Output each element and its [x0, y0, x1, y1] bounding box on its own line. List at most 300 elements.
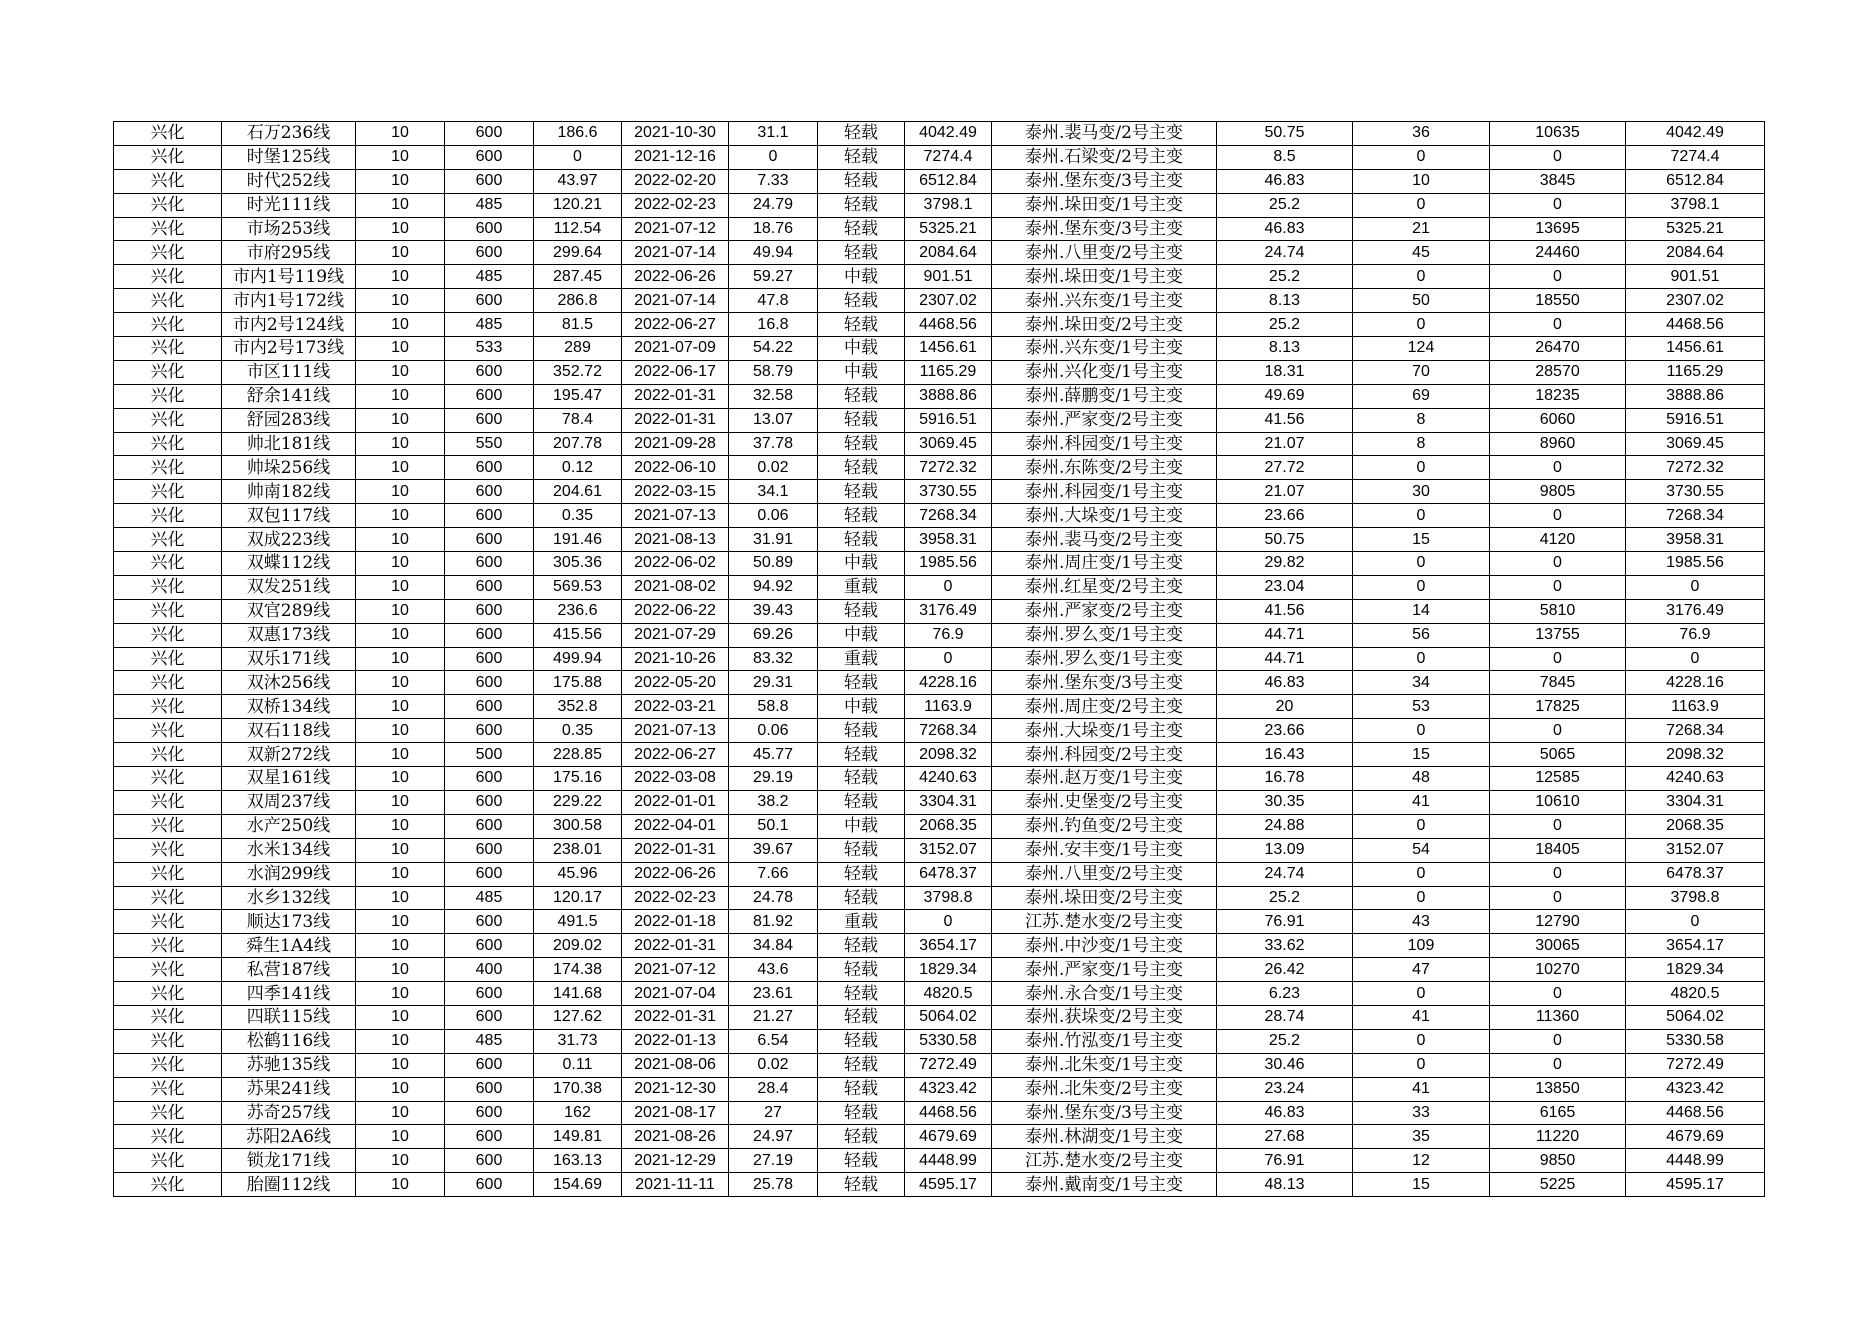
- cell-margin: 5064.02: [905, 1005, 992, 1029]
- cell-available: 4448.99: [1626, 1149, 1765, 1173]
- cell-capacity: 28570: [1490, 360, 1626, 384]
- cell-count: 0: [1353, 647, 1490, 671]
- cell-level: 轻载: [818, 217, 905, 241]
- cell-margin: 1985.56: [905, 552, 992, 576]
- table-row: [114, 695, 1765, 719]
- cell-level: 轻载: [818, 934, 905, 958]
- cell-level: 轻载: [818, 671, 905, 695]
- cell-line: 时堡125线: [222, 145, 356, 169]
- cell-margin: 5325.21: [905, 217, 992, 241]
- cell-available: 3152.07: [1626, 838, 1765, 862]
- cell-margin: 1829.34: [905, 958, 992, 982]
- cell-load: 175.16: [534, 767, 622, 791]
- cell-rate: 43.6: [729, 958, 818, 982]
- cell-voltage: 10: [356, 910, 445, 934]
- cell-load: 0.35: [534, 504, 622, 528]
- table-row: [114, 480, 1765, 504]
- table-row: [114, 599, 1765, 623]
- cell-load: 305.36: [534, 552, 622, 576]
- cell-count: 0: [1353, 814, 1490, 838]
- cell-margin: 4448.99: [905, 1149, 992, 1173]
- cell-level: 轻载: [818, 145, 905, 169]
- cell-load: 207.78: [534, 432, 622, 456]
- table-row: [114, 1077, 1765, 1101]
- cell-transformer: 泰州.东陈变/2号主变: [992, 456, 1217, 480]
- cell-rated: 600: [445, 623, 534, 647]
- cell-transformer: 泰州.裴马变/2号主变: [992, 122, 1217, 146]
- cell-margin: 7272.32: [905, 456, 992, 480]
- cell-rate: 27: [729, 1101, 818, 1125]
- cell-rated: 600: [445, 1053, 534, 1077]
- table-row: [114, 1101, 1765, 1125]
- cell-rate: 23.61: [729, 982, 818, 1006]
- cell-available: 1163.9: [1626, 695, 1765, 719]
- cell-transformer: 泰州.石梁变/2号主变: [992, 145, 1217, 169]
- table-row: [114, 767, 1765, 791]
- cell-date: 2021-08-06: [622, 1053, 729, 1077]
- cell-load: 287.45: [534, 265, 622, 289]
- cell-capacity: 30065: [1490, 934, 1626, 958]
- cell-capacity: 13850: [1490, 1077, 1626, 1101]
- cell-county: 兴化: [114, 575, 222, 599]
- cell-transformer: 泰州.八里变/2号主变: [992, 862, 1217, 886]
- cell-capacity: 0: [1490, 982, 1626, 1006]
- cell-line: 双桥134线: [222, 695, 356, 719]
- cell-county: 兴化: [114, 360, 222, 384]
- cell-voltage: 10: [356, 432, 445, 456]
- cell-county: 兴化: [114, 1029, 222, 1053]
- cell-load: 415.56: [534, 623, 622, 647]
- cell-rate: 58.79: [729, 360, 818, 384]
- cell-date: 2021-07-14: [622, 289, 729, 313]
- cell-transformer: 泰州.赵万变/1号主变: [992, 767, 1217, 791]
- cell-rated: 600: [445, 719, 534, 743]
- cell-transformer: 泰州.垛田变/1号主变: [992, 265, 1217, 289]
- table-row: [114, 790, 1765, 814]
- cell-county: 兴化: [114, 528, 222, 552]
- feeder-load-table: [113, 121, 1765, 1197]
- cell-rated: 600: [445, 289, 534, 313]
- cell-voltage: 10: [356, 838, 445, 862]
- cell-transformer: 泰州.安丰变/1号主变: [992, 838, 1217, 862]
- cell-transformer: 泰州.周庄变/2号主变: [992, 695, 1217, 719]
- cell-tload: 6.23: [1217, 982, 1353, 1006]
- cell-capacity: 13695: [1490, 217, 1626, 241]
- cell-transformer: 泰州.大垛变/1号主变: [992, 504, 1217, 528]
- cell-tload: 25.2: [1217, 265, 1353, 289]
- cell-rate: 49.94: [729, 241, 818, 265]
- cell-county: 兴化: [114, 671, 222, 695]
- cell-date: 2022-03-08: [622, 767, 729, 791]
- cell-load: 112.54: [534, 217, 622, 241]
- cell-capacity: 0: [1490, 1029, 1626, 1053]
- cell-transformer: 泰州.红星变/2号主变: [992, 575, 1217, 599]
- cell-date: 2022-01-31: [622, 934, 729, 958]
- cell-level: 轻载: [818, 122, 905, 146]
- cell-count: 35: [1353, 1125, 1490, 1149]
- table-row: [114, 719, 1765, 743]
- cell-capacity: 0: [1490, 1053, 1626, 1077]
- cell-count: 45: [1353, 241, 1490, 265]
- cell-capacity: 0: [1490, 647, 1626, 671]
- cell-voltage: 10: [356, 360, 445, 384]
- cell-tload: 76.91: [1217, 1149, 1353, 1173]
- cell-level: 中载: [818, 360, 905, 384]
- cell-tload: 21.07: [1217, 480, 1353, 504]
- cell-rated: 600: [445, 599, 534, 623]
- cell-line: 市府295线: [222, 241, 356, 265]
- cell-line: 水米134线: [222, 838, 356, 862]
- cell-voltage: 10: [356, 647, 445, 671]
- cell-capacity: 0: [1490, 814, 1626, 838]
- table-row: [114, 1125, 1765, 1149]
- cell-county: 兴化: [114, 767, 222, 791]
- cell-transformer: 泰州.史堡变/2号主变: [992, 790, 1217, 814]
- table-row: [114, 982, 1765, 1006]
- cell-date: 2021-08-02: [622, 575, 729, 599]
- cell-count: 124: [1353, 337, 1490, 361]
- cell-capacity: 7845: [1490, 671, 1626, 695]
- cell-available: 3176.49: [1626, 599, 1765, 623]
- cell-level: 重载: [818, 910, 905, 934]
- cell-rated: 600: [445, 145, 534, 169]
- cell-date: 2022-06-10: [622, 456, 729, 480]
- cell-rated: 600: [445, 767, 534, 791]
- cell-margin: 2098.32: [905, 743, 992, 767]
- cell-tload: 41.56: [1217, 408, 1353, 432]
- cell-county: 兴化: [114, 456, 222, 480]
- cell-load: 352.8: [534, 695, 622, 719]
- cell-county: 兴化: [114, 790, 222, 814]
- cell-load: 81.5: [534, 313, 622, 337]
- cell-load: 286.8: [534, 289, 622, 313]
- cell-level: 轻载: [818, 838, 905, 862]
- cell-load: 186.6: [534, 122, 622, 146]
- cell-capacity: 26470: [1490, 337, 1626, 361]
- cell-count: 70: [1353, 360, 1490, 384]
- cell-level: 重载: [818, 575, 905, 599]
- cell-available: 4468.56: [1626, 313, 1765, 337]
- cell-tload: 29.82: [1217, 552, 1353, 576]
- cell-rate: 94.92: [729, 575, 818, 599]
- cell-margin: 1456.61: [905, 337, 992, 361]
- cell-line: 水润299线: [222, 862, 356, 886]
- cell-tload: 26.42: [1217, 958, 1353, 982]
- cell-county: 兴化: [114, 217, 222, 241]
- cell-load: 191.46: [534, 528, 622, 552]
- cell-transformer: 泰州.八里变/2号主变: [992, 241, 1217, 265]
- cell-margin: 4240.63: [905, 767, 992, 791]
- cell-voltage: 10: [356, 599, 445, 623]
- table-row: [114, 838, 1765, 862]
- cell-rated: 600: [445, 528, 534, 552]
- cell-line: 水乡132线: [222, 886, 356, 910]
- cell-transformer: 泰州.兴东变/1号主变: [992, 289, 1217, 313]
- cell-count: 0: [1353, 886, 1490, 910]
- cell-margin: 6478.37: [905, 862, 992, 886]
- cell-load: 352.72: [534, 360, 622, 384]
- cell-rated: 600: [445, 504, 534, 528]
- cell-date: 2022-02-23: [622, 193, 729, 217]
- cell-level: 中载: [818, 814, 905, 838]
- cell-margin: 4820.5: [905, 982, 992, 1006]
- cell-transformer: 泰州.严家变/2号主变: [992, 599, 1217, 623]
- cell-voltage: 10: [356, 193, 445, 217]
- cell-date: 2022-05-20: [622, 671, 729, 695]
- cell-transformer: 泰州.堡东变/3号主变: [992, 671, 1217, 695]
- cell-date: 2021-09-28: [622, 432, 729, 456]
- table-row: [114, 862, 1765, 886]
- cell-date: 2021-12-16: [622, 145, 729, 169]
- cell-capacity: 0: [1490, 862, 1626, 886]
- cell-count: 47: [1353, 958, 1490, 982]
- cell-date: 2022-06-27: [622, 313, 729, 337]
- cell-rated: 600: [445, 1125, 534, 1149]
- cell-tload: 27.72: [1217, 456, 1353, 480]
- cell-capacity: 13755: [1490, 623, 1626, 647]
- cell-tload: 8.13: [1217, 337, 1353, 361]
- cell-level: 轻载: [818, 289, 905, 313]
- cell-voltage: 10: [356, 122, 445, 146]
- cell-transformer: 泰州.周庄变/1号主变: [992, 552, 1217, 576]
- cell-count: 0: [1353, 862, 1490, 886]
- cell-available: 2307.02: [1626, 289, 1765, 313]
- cell-date: 2022-01-18: [622, 910, 729, 934]
- cell-capacity: 8960: [1490, 432, 1626, 456]
- cell-line: 顺达173线: [222, 910, 356, 934]
- cell-line: 双周237线: [222, 790, 356, 814]
- cell-voltage: 10: [356, 241, 445, 265]
- table-row: [114, 814, 1765, 838]
- cell-margin: 4679.69: [905, 1125, 992, 1149]
- cell-transformer: 泰州.大垛变/1号主变: [992, 719, 1217, 743]
- table-row: [114, 432, 1765, 456]
- cell-transformer: 泰州.永合变/1号主变: [992, 982, 1217, 1006]
- cell-count: 54: [1353, 838, 1490, 862]
- cell-voltage: 10: [356, 384, 445, 408]
- cell-available: 4240.63: [1626, 767, 1765, 791]
- cell-capacity: 10610: [1490, 790, 1626, 814]
- cell-county: 兴化: [114, 647, 222, 671]
- cell-transformer: 泰州.兴化变/1号主变: [992, 360, 1217, 384]
- cell-count: 69: [1353, 384, 1490, 408]
- cell-rated: 600: [445, 910, 534, 934]
- cell-rate: 0: [729, 145, 818, 169]
- cell-capacity: 11220: [1490, 1125, 1626, 1149]
- cell-date: 2022-03-15: [622, 480, 729, 504]
- cell-margin: 3888.86: [905, 384, 992, 408]
- cell-rate: 54.22: [729, 337, 818, 361]
- cell-tload: 20: [1217, 695, 1353, 719]
- table-row: [114, 1029, 1765, 1053]
- cell-margin: 4468.56: [905, 1101, 992, 1125]
- cell-rate: 37.78: [729, 432, 818, 456]
- cell-margin: 0: [905, 910, 992, 934]
- cell-tload: 8.5: [1217, 145, 1353, 169]
- cell-margin: 7274.4: [905, 145, 992, 169]
- cell-rate: 24.78: [729, 886, 818, 910]
- cell-county: 兴化: [114, 743, 222, 767]
- cell-county: 兴化: [114, 337, 222, 361]
- cell-load: 238.01: [534, 838, 622, 862]
- cell-load: 162: [534, 1101, 622, 1125]
- cell-tload: 41.56: [1217, 599, 1353, 623]
- cell-level: 中载: [818, 695, 905, 719]
- cell-rated: 600: [445, 1077, 534, 1101]
- table-row: [114, 886, 1765, 910]
- cell-level: 轻载: [818, 384, 905, 408]
- cell-available: 4595.17: [1626, 1173, 1765, 1197]
- cell-line: 双发251线: [222, 575, 356, 599]
- cell-date: 2021-12-30: [622, 1077, 729, 1101]
- cell-date: 2021-07-13: [622, 504, 729, 528]
- cell-voltage: 10: [356, 886, 445, 910]
- cell-county: 兴化: [114, 814, 222, 838]
- cell-count: 41: [1353, 790, 1490, 814]
- cell-county: 兴化: [114, 910, 222, 934]
- cell-line: 舒余141线: [222, 384, 356, 408]
- cell-margin: 7268.34: [905, 504, 992, 528]
- cell-margin: 4042.49: [905, 122, 992, 146]
- cell-capacity: 6060: [1490, 408, 1626, 432]
- cell-county: 兴化: [114, 241, 222, 265]
- cell-county: 兴化: [114, 862, 222, 886]
- cell-transformer: 泰州.竹泓变/1号主变: [992, 1029, 1217, 1053]
- cell-tload: 21.07: [1217, 432, 1353, 456]
- cell-margin: 5916.51: [905, 408, 992, 432]
- cell-level: 轻载: [818, 1149, 905, 1173]
- cell-available: 1456.61: [1626, 337, 1765, 361]
- cell-margin: 3958.31: [905, 528, 992, 552]
- cell-rate: 39.43: [729, 599, 818, 623]
- cell-capacity: 12585: [1490, 767, 1626, 791]
- table-body: [114, 122, 1765, 1197]
- cell-capacity: 0: [1490, 886, 1626, 910]
- cell-level: 轻载: [818, 504, 905, 528]
- cell-load: 204.61: [534, 480, 622, 504]
- cell-tload: 33.62: [1217, 934, 1353, 958]
- cell-load: 141.68: [534, 982, 622, 1006]
- cell-level: 轻载: [818, 743, 905, 767]
- cell-line: 双包117线: [222, 504, 356, 528]
- cell-capacity: 4120: [1490, 528, 1626, 552]
- cell-voltage: 10: [356, 1053, 445, 1077]
- cell-rate: 0.02: [729, 1053, 818, 1077]
- cell-rated: 600: [445, 647, 534, 671]
- cell-transformer: 泰州.科园变/1号主变: [992, 480, 1217, 504]
- cell-level: 轻载: [818, 1077, 905, 1101]
- cell-capacity: 0: [1490, 265, 1626, 289]
- cell-county: 兴化: [114, 1077, 222, 1101]
- cell-transformer: 泰州.罗么变/1号主变: [992, 647, 1217, 671]
- cell-capacity: 17825: [1490, 695, 1626, 719]
- cell-voltage: 10: [356, 623, 445, 647]
- cell-tload: 46.83: [1217, 671, 1353, 695]
- table-row: [114, 504, 1765, 528]
- cell-available: 7268.34: [1626, 719, 1765, 743]
- cell-date: 2022-06-22: [622, 599, 729, 623]
- cell-date: 2021-07-29: [622, 623, 729, 647]
- cell-rated: 600: [445, 241, 534, 265]
- cell-rated: 600: [445, 982, 534, 1006]
- cell-available: 0: [1626, 910, 1765, 934]
- cell-available: 4468.56: [1626, 1101, 1765, 1125]
- cell-level: 中载: [818, 265, 905, 289]
- cell-capacity: 12790: [1490, 910, 1626, 934]
- cell-line: 双惠173线: [222, 623, 356, 647]
- cell-voltage: 10: [356, 1173, 445, 1197]
- cell-rated: 485: [445, 265, 534, 289]
- cell-available: 6512.84: [1626, 169, 1765, 193]
- cell-tload: 76.91: [1217, 910, 1353, 934]
- cell-tload: 25.2: [1217, 1029, 1353, 1053]
- cell-voltage: 10: [356, 313, 445, 337]
- cell-margin: 0: [905, 647, 992, 671]
- cell-tload: 50.75: [1217, 122, 1353, 146]
- cell-voltage: 10: [356, 743, 445, 767]
- cell-available: 4679.69: [1626, 1125, 1765, 1149]
- cell-level: 重载: [818, 647, 905, 671]
- cell-load: 491.5: [534, 910, 622, 934]
- cell-rated: 600: [445, 1005, 534, 1029]
- cell-count: 8: [1353, 432, 1490, 456]
- cell-date: 2022-01-13: [622, 1029, 729, 1053]
- cell-county: 兴化: [114, 1173, 222, 1197]
- cell-rate: 28.4: [729, 1077, 818, 1101]
- table-row: [114, 193, 1765, 217]
- cell-rated: 485: [445, 193, 534, 217]
- cell-load: 163.13: [534, 1149, 622, 1173]
- cell-rate: 69.26: [729, 623, 818, 647]
- cell-date: 2022-06-17: [622, 360, 729, 384]
- cell-available: 0: [1626, 647, 1765, 671]
- cell-margin: 3654.17: [905, 934, 992, 958]
- cell-tload: 25.2: [1217, 886, 1353, 910]
- cell-voltage: 10: [356, 169, 445, 193]
- cell-margin: 3152.07: [905, 838, 992, 862]
- cell-line: 双蝶112线: [222, 552, 356, 576]
- table-row: [114, 289, 1765, 313]
- cell-line: 锁龙171线: [222, 1149, 356, 1173]
- cell-count: 36: [1353, 122, 1490, 146]
- cell-level: 轻载: [818, 958, 905, 982]
- cell-available: 76.9: [1626, 623, 1765, 647]
- cell-line: 舜生1A4线: [222, 934, 356, 958]
- cell-date: 2021-08-17: [622, 1101, 729, 1125]
- cell-county: 兴化: [114, 958, 222, 982]
- cell-load: 175.88: [534, 671, 622, 695]
- cell-county: 兴化: [114, 838, 222, 862]
- table-row: [114, 1053, 1765, 1077]
- cell-county: 兴化: [114, 719, 222, 743]
- cell-date: 2021-07-12: [622, 217, 729, 241]
- cell-level: 轻载: [818, 982, 905, 1006]
- cell-transformer: 泰州.获垛变/2号主变: [992, 1005, 1217, 1029]
- cell-line: 双石118线: [222, 719, 356, 743]
- cell-margin: 2084.64: [905, 241, 992, 265]
- cell-count: 14: [1353, 599, 1490, 623]
- cell-margin: 1163.9: [905, 695, 992, 719]
- cell-transformer: 泰州.科园变/1号主变: [992, 432, 1217, 456]
- cell-rate: 18.76: [729, 217, 818, 241]
- cell-capacity: 0: [1490, 552, 1626, 576]
- cell-county: 兴化: [114, 145, 222, 169]
- cell-line: 市区111线: [222, 360, 356, 384]
- cell-capacity: 18235: [1490, 384, 1626, 408]
- cell-load: 195.47: [534, 384, 622, 408]
- cell-rated: 485: [445, 1029, 534, 1053]
- cell-line: 帅北181线: [222, 432, 356, 456]
